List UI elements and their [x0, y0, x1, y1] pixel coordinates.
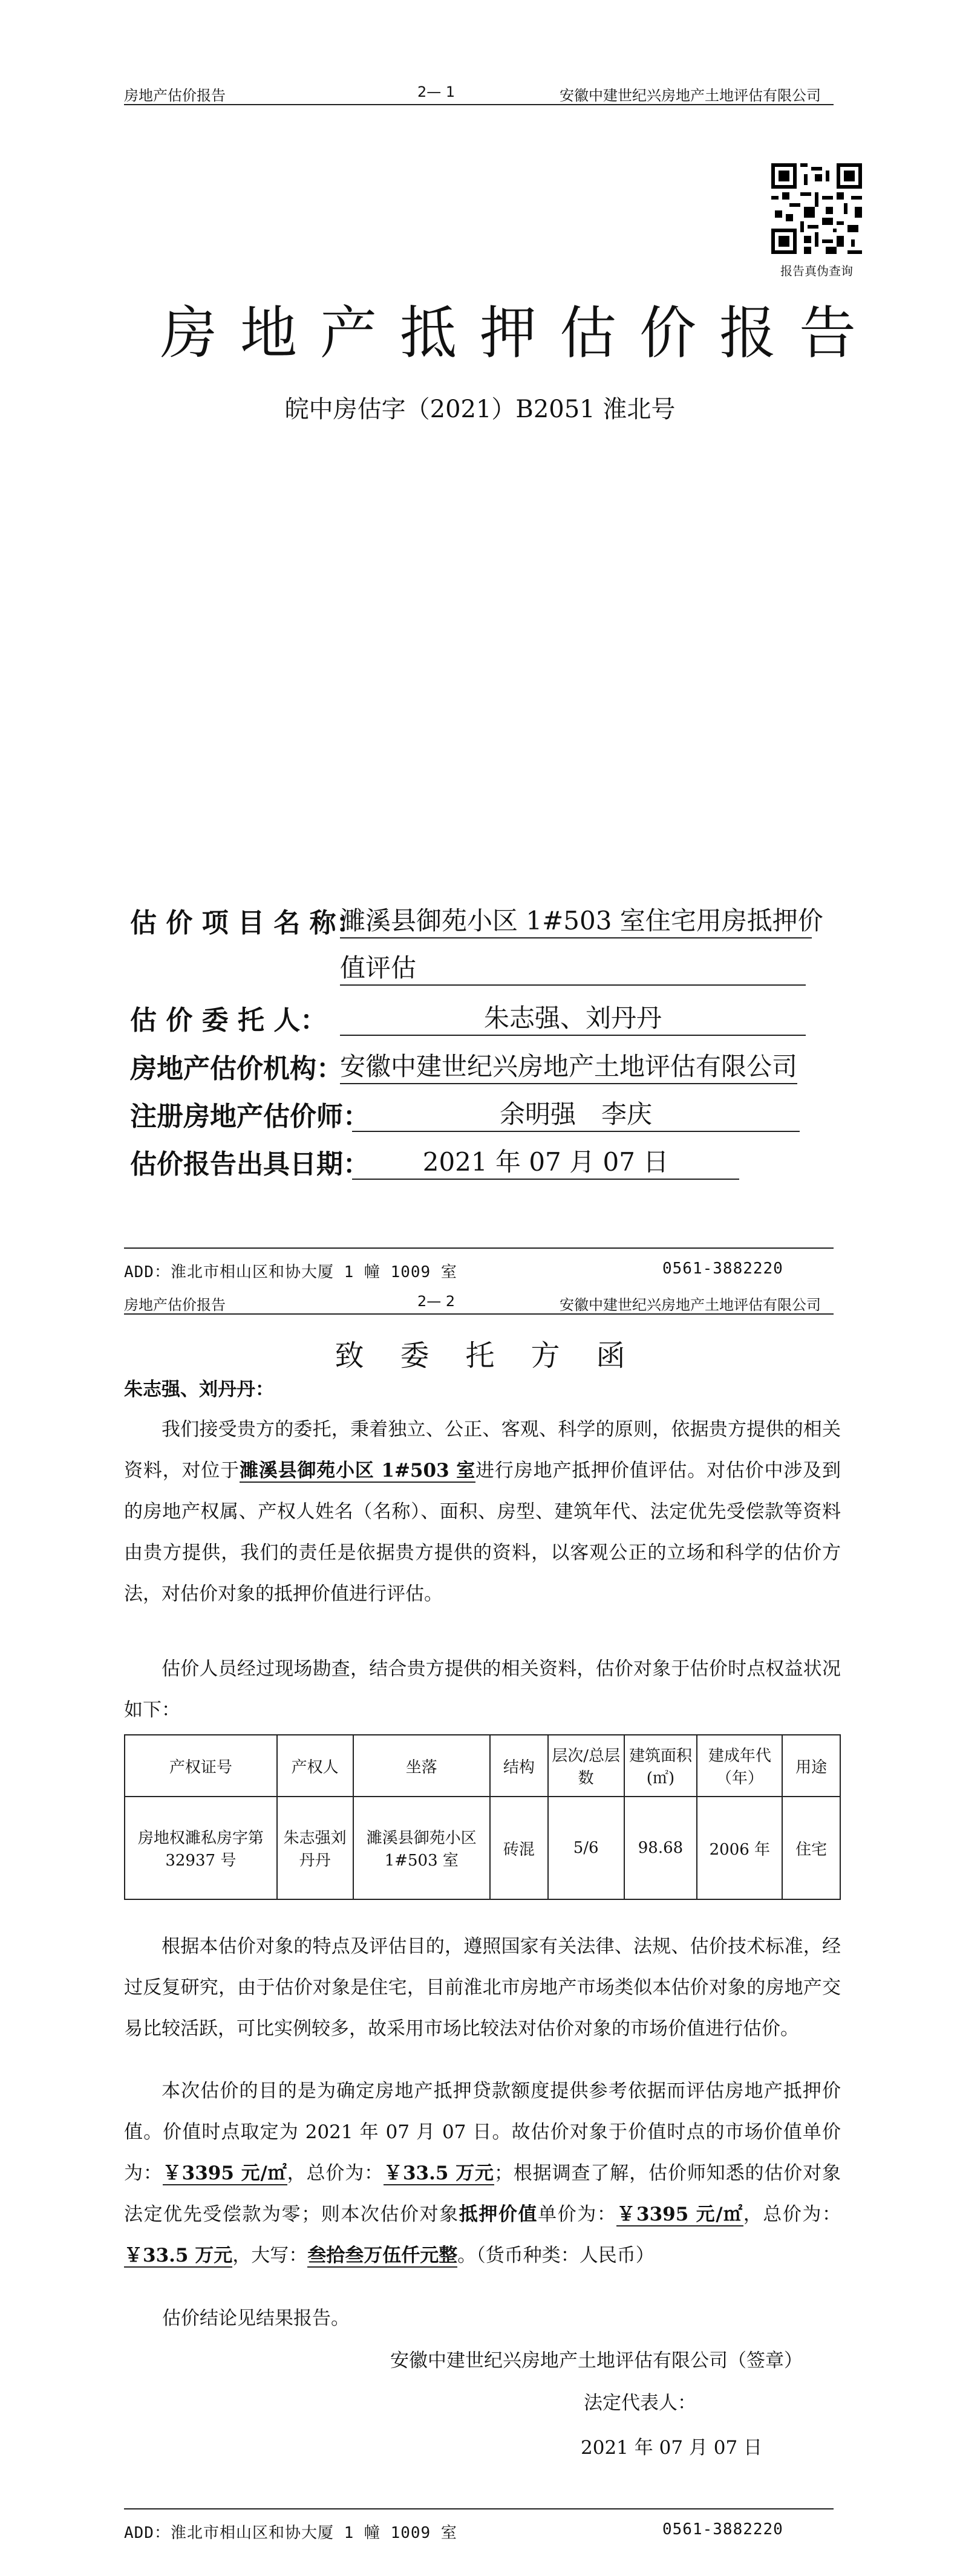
total-price-uppercase: 叁拾叁万伍仟元整	[307, 2245, 458, 2266]
page2-header-rule	[124, 1313, 834, 1315]
client-label: 估 价 委 托 人：	[130, 1005, 327, 1036]
mortgage-value-term: 抵押价值	[459, 2204, 538, 2225]
mortgage-total-price: ￥33.5 万元	[124, 2245, 233, 2266]
total-price: ￥33.5 万元	[384, 2162, 494, 2184]
report-title: 房地产抵押估价报告	[160, 301, 880, 366]
table-cell: 2006 年	[697, 1797, 782, 1899]
property-info-table	[124, 1734, 841, 1900]
agency-value: 安徽中建世纪兴房地产土地评估有限公司	[340, 1047, 797, 1084]
signing-date: 2021 年 07 月 07 日	[581, 2437, 763, 2459]
project-name-value-line1: 濉溪县御苑小区 1#503 室住宅用房抵押价	[340, 901, 812, 938]
page1-footer-address: ADD：淮北市相山区和协大厦 1 幢 1009 室	[124, 1263, 457, 1281]
unit-price: ￥3395 元/㎡	[162, 2162, 287, 2184]
page2-header-right: 安徽中建世纪兴房地产土地评估有限公司	[560, 1296, 821, 1313]
conclusion-note: 估价结论见结果报告。	[162, 2308, 350, 2329]
qr-code-icon	[771, 163, 862, 254]
salutation: 朱志强、刘丹丹：	[124, 1379, 274, 1400]
page1-footer-phone: 0561-3882220	[662, 1260, 783, 1278]
report-date-value: 2021 年 07 月 07 日	[352, 1142, 739, 1180]
table-cell: 98.68	[624, 1797, 697, 1899]
table-header-cell: 建筑面积(㎡)	[624, 1735, 697, 1797]
table-header-cell: 坐落	[353, 1735, 491, 1797]
table-cell: 濉溪县御苑小区1#503 室	[353, 1797, 491, 1899]
table-header-cell: 建成年代（年）	[697, 1735, 782, 1797]
table-cell: 朱志强刘丹丹	[277, 1797, 353, 1899]
paragraph-3: 根据本估价对象的特点及评估目的，遵照国家有关法律、法规、估价技术标准，经过反复研究，由于估价对象是住宅，目前淮北市房地产市场类似本估价对象的房地产交易比较活跃，可比实例较多，故采用市场比较法对估价对象的市场价值进行估价。	[124, 1936, 841, 2040]
qr-caption: 报告真伪查询	[780, 264, 853, 278]
report-date-label: 估价报告出具日期：	[130, 1149, 370, 1180]
page1-header-rule	[124, 104, 834, 105]
page1-header-left: 房地产估价报告	[124, 87, 226, 104]
appraiser-value: 余明强 李庆	[352, 1094, 800, 1132]
table-cell: 房地权濉私房字第 32937 号	[125, 1797, 277, 1899]
page1-header-page-no: 2— 1	[417, 83, 456, 100]
paragraph-4: 本次估价的目的是为确定房地产抵押贷款额度提供参考依据而评估房地产抵押价值。价值时点取定为 2021 年 07 月 07 日。故估价对象于价值时点的市场价值单价为：￥3395 元/㎡，总价为：￥33.5 万元；根据调查了解，估价师知悉的估价对象法定优先受偿款为零；则本次估价对象抵押价值单价为：￥3395 元/㎡，总价为：￥33.5 万元，大写：叁拾叁万伍仟元整。（货币种类：人民币）	[124, 2080, 841, 2266]
appraiser-label: 注册房地产估价师：	[130, 1101, 370, 1132]
paragraph-1: 我们接受贵方的委托，秉着独立、公正、客观、科学的原则，依据贵方提供的相关资料，对位于濉溪县御苑小区 1#503 室进行房地产抵押价值评估。对估价中涉及到的房地产权属、产权人姓名（名称）、面积、房型、建筑年代、法定优先受偿款等资料由贵方提供，我们的责任是依据贵方提供的资料，以客观公正的立场和科学的估价方法，对估价对象的抵押价值进行评估。	[124, 1419, 841, 1605]
page2-footer-rule	[124, 2508, 834, 2509]
legal-representative: 法定代表人：	[584, 2392, 696, 2414]
client-value: 朱志强、刘丹丹	[340, 998, 806, 1036]
table-header-cell: 用途	[782, 1735, 840, 1797]
table-header-cell: 结构	[490, 1735, 548, 1797]
project-name-label: 估 价 项 目 名 称：	[130, 908, 363, 938]
table-cell: 砖混	[490, 1797, 548, 1899]
agency-label: 房地产估价机构：	[130, 1053, 343, 1084]
table-header-cell: 层次/总层数	[548, 1735, 624, 1797]
table-header-cell: 产权证号	[125, 1735, 277, 1797]
paragraph-2: 估价人员经过现场勘查，结合贵方提供的相关资料，估价对象于估价时点权益状况如下：	[124, 1658, 841, 1721]
page2-footer-address: ADD：淮北市相山区和协大厦 1 幢 1009 室	[124, 2524, 457, 2542]
page1-header-right: 安徽中建世纪兴房地产土地评估有限公司	[560, 87, 821, 104]
table-header-row	[125, 1735, 840, 1797]
table-cell: 5/6	[548, 1797, 624, 1899]
mortgage-unit-price: ￥3395 元/㎡	[616, 2204, 743, 2225]
project-name-value-line2: 值评估	[340, 948, 806, 986]
table-row	[125, 1797, 840, 1899]
page2-header-left: 房地产估价报告	[124, 1296, 226, 1313]
letter-title: 致委托方函	[335, 1339, 662, 1373]
table-cell: 住宅	[782, 1797, 840, 1899]
page1-footer-rule	[124, 1247, 834, 1249]
page2-footer-phone: 0561-3882220	[662, 2520, 783, 2539]
table-header-cell: 产权人	[277, 1735, 353, 1797]
page2-header-page-no: 2— 2	[417, 1293, 456, 1310]
signing-company: 安徽中建世纪兴房地产土地评估有限公司（签章）	[390, 2350, 803, 2372]
report-number: 皖中房估字（2021）B2051 淮北号	[284, 395, 676, 423]
property-address: 濉溪县御苑小区 1#503 室	[239, 1460, 476, 1482]
